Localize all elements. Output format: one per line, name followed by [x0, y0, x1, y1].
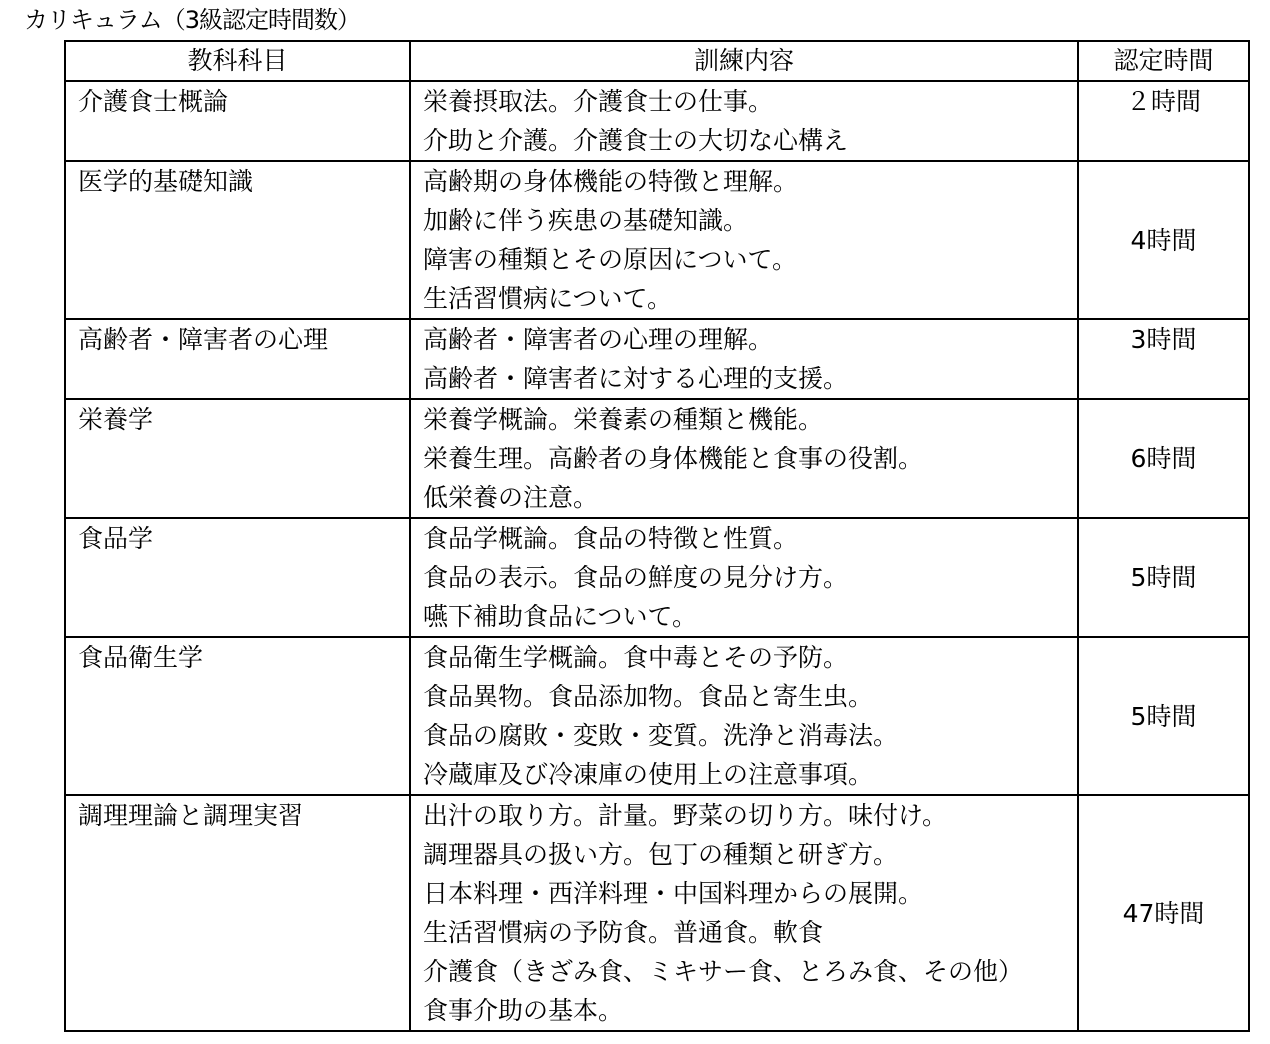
- content-line: 栄養学概論。栄養素の種類と機能。: [423, 405, 824, 434]
- subject-cell: 栄養学: [65, 399, 410, 518]
- content-line: 食事介助の基本。: [423, 996, 624, 1025]
- table-row: [65, 161, 1249, 319]
- content-line: 加齢に伴う疾患の基礎知識。: [423, 206, 749, 235]
- content-line: 食品学概論。食品の特徴と性質。: [423, 524, 799, 553]
- content-line: 介護食（きざみ食、ミキサー食、とろみ食、その他）: [423, 957, 1024, 986]
- subject-cell: 介護食士概論: [65, 81, 410, 161]
- header-subject: 教科科目: [65, 41, 410, 81]
- table-row: [65, 637, 1249, 795]
- content-line: 食品の腐敗・変敗・変質。洗浄と消毒法。: [423, 721, 899, 750]
- content-line: 日本料理・西洋料理・中国料理からの展開。: [423, 879, 924, 908]
- content-cell: [410, 161, 1078, 319]
- content-cell: [410, 518, 1078, 637]
- hours-cell: 47時間: [1078, 795, 1249, 1031]
- content-line: 冷蔵庫及び冷凍庫の使用上の注意事項。: [423, 760, 874, 789]
- subject-cell: 高齢者・障害者の心理: [65, 319, 410, 399]
- content-line: 嚥下補助食品について。: [423, 602, 698, 631]
- content-cell: [410, 795, 1078, 1031]
- content-line: 食品衛生学概論。食中毒とその予防。: [423, 643, 849, 672]
- hours-cell: 3時間: [1078, 319, 1249, 399]
- content-line: 栄養摂取法。介護食士の仕事。: [423, 87, 774, 116]
- content-line: 栄養生理。高齢者の身体機能と食事の役割。: [423, 444, 924, 473]
- content-line: 生活習慣病の予防食。普通食。軟食: [423, 918, 824, 947]
- subject-cell: 食品衛生学: [65, 637, 410, 795]
- content-cell: [410, 399, 1078, 518]
- content-cell: [410, 319, 1078, 399]
- subject-cell: 食品学: [65, 518, 410, 637]
- content-cell: [410, 81, 1078, 161]
- content-line: 調理器具の扱い方。包丁の種類と研ぎ方。: [423, 840, 899, 869]
- table-row: [65, 518, 1249, 637]
- hours-cell: 6時間: [1078, 399, 1249, 518]
- header-hours: 認定時間: [1078, 41, 1249, 81]
- content-line: 食品異物。食品添加物。食品と寄生虫。: [423, 682, 874, 711]
- content-line: 生活習慣病について。: [423, 284, 673, 313]
- subject-cell: 医学的基礎知識: [65, 161, 410, 319]
- table-caption: カリキュラム（3級認定時間数）: [24, 6, 361, 34]
- hours-cell: 5時間: [1078, 518, 1249, 637]
- content-line: 低栄養の注意。: [423, 483, 599, 512]
- content-line: 高齢者・障害者の心理の理解。: [423, 325, 774, 354]
- content-line: 介助と介護。介護食士の大切な心構え: [423, 126, 849, 155]
- content-line: 高齢者・障害者に対する心理的支援。: [423, 364, 849, 393]
- subject-cell: 調理理論と調理実習: [65, 795, 410, 1031]
- table-row: [65, 81, 1249, 161]
- table-row: [65, 795, 1249, 1031]
- table-row: [65, 319, 1249, 399]
- table-row: [65, 399, 1249, 518]
- content-line: 出汁の取り方。計量。野菜の切り方。味付け。: [423, 801, 948, 830]
- content-line: 食品の表示。食品の鮮度の見分け方。: [423, 563, 849, 592]
- content-line: 高齢期の身体機能の特徴と理解。: [423, 167, 799, 196]
- header-row: [65, 41, 1249, 81]
- hours-cell: 4時間: [1078, 161, 1249, 319]
- header-content: 訓練内容: [410, 41, 1078, 81]
- curriculum-table: [64, 40, 1250, 1032]
- hours-cell: ２時間: [1078, 81, 1249, 161]
- hours-cell: 5時間: [1078, 637, 1249, 795]
- content-line: 障害の種類とその原因について。: [423, 245, 798, 274]
- content-cell: [410, 637, 1078, 795]
